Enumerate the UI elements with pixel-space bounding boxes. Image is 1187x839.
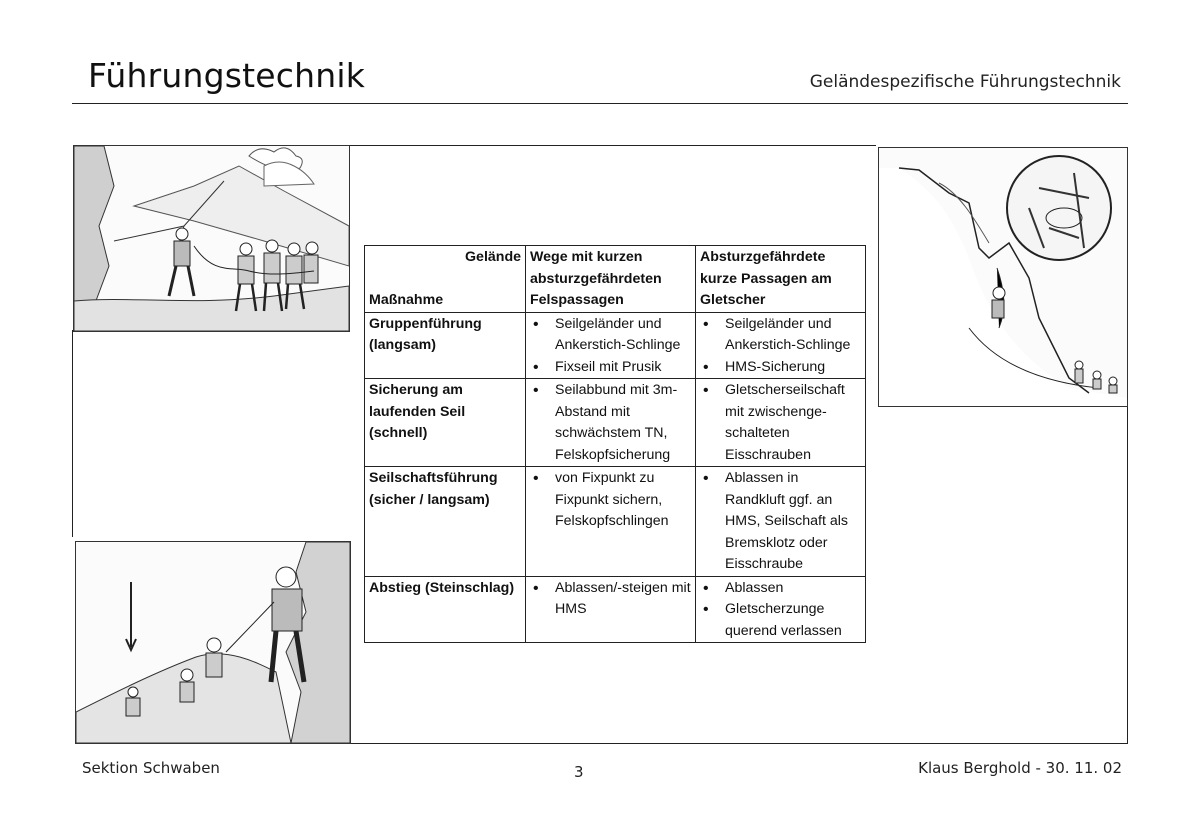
list-item: • Ablassen in Randkluft ggf. an HMS, Seilschaft als Bremsklotz oder Eisschraube (700, 468, 861, 576)
page-title: Führungstechnik (88, 56, 366, 95)
frame-line-top (350, 145, 876, 146)
footer-section: Sektion Schwaben (82, 759, 220, 777)
table-row (365, 467, 866, 577)
illustration-roped-group (73, 145, 350, 332)
frame-line-left (72, 330, 73, 537)
list-item: • von Fixpunkt zu Fixpunkt sichern, Felskopfschlingen (530, 468, 691, 533)
row-label: Seilschaftsführung (sicher / langsam) (365, 467, 526, 577)
table-cell (526, 576, 696, 643)
list-item: • Seilabbund mit 3m-Abstand mit schwächstem TN, Felskopfsicherung (530, 380, 691, 466)
row-label: Gruppenführung (langsam) (365, 312, 526, 379)
guiding-technique-table (364, 245, 866, 643)
table-cell (696, 467, 866, 577)
list-item: • Seilgeländer und Ankerstich-Schlinge (700, 314, 861, 357)
table-corner-cell (365, 246, 526, 313)
corner-measure-label: Maßnahme (369, 291, 444, 308)
table-cell (696, 576, 866, 643)
table-cell (526, 379, 696, 467)
table-row (365, 312, 866, 379)
frame-line-right (1127, 406, 1128, 743)
column-header-glacier: Absturzgefährdete kurze Passagen am Gletscher (696, 246, 866, 313)
page-subtitle: Geländespezifische Führungstechnik (809, 72, 1121, 92)
list-item: • HMS-Sicherung (700, 357, 861, 379)
illustration-descent-rope (75, 541, 351, 744)
list-item: • Gletscherseilschaft mit zwischenge-schalteten Eisschrauben (700, 380, 861, 466)
table-row (365, 576, 866, 643)
row-label: Sicherung am laufenden Seil (schnell) (365, 379, 526, 467)
list-item: • Ablassen (700, 578, 861, 600)
table-cell (696, 379, 866, 467)
column-header-rock-paths: Wege mit kurzen absturzgefährdeten Felspassagen (526, 246, 696, 313)
row-label: Abstieg (Steinschlag) (365, 576, 526, 643)
footer-author-date: Klaus Berghold - 30. 11. 02 (918, 759, 1122, 777)
table-cell (526, 467, 696, 577)
header-rule (72, 103, 1128, 104)
list-item: • Ablassen/-steigen mit HMS (530, 578, 691, 621)
frame-line-bottom (350, 743, 1128, 744)
illustration-rock-anchor (878, 147, 1128, 407)
page-number: 3 (574, 763, 584, 781)
corner-terrain-label: Gelände (465, 249, 521, 265)
table-header-row (365, 246, 866, 313)
table-cell (696, 312, 866, 379)
list-item: • Seilgeländer und Ankerstich-Schlinge (530, 314, 691, 357)
table-cell (526, 312, 696, 379)
list-item: • Fixseil mit Prusik (530, 357, 691, 379)
list-item: • Gletscherzunge querend verlassen (700, 599, 861, 642)
table-row (365, 379, 866, 467)
